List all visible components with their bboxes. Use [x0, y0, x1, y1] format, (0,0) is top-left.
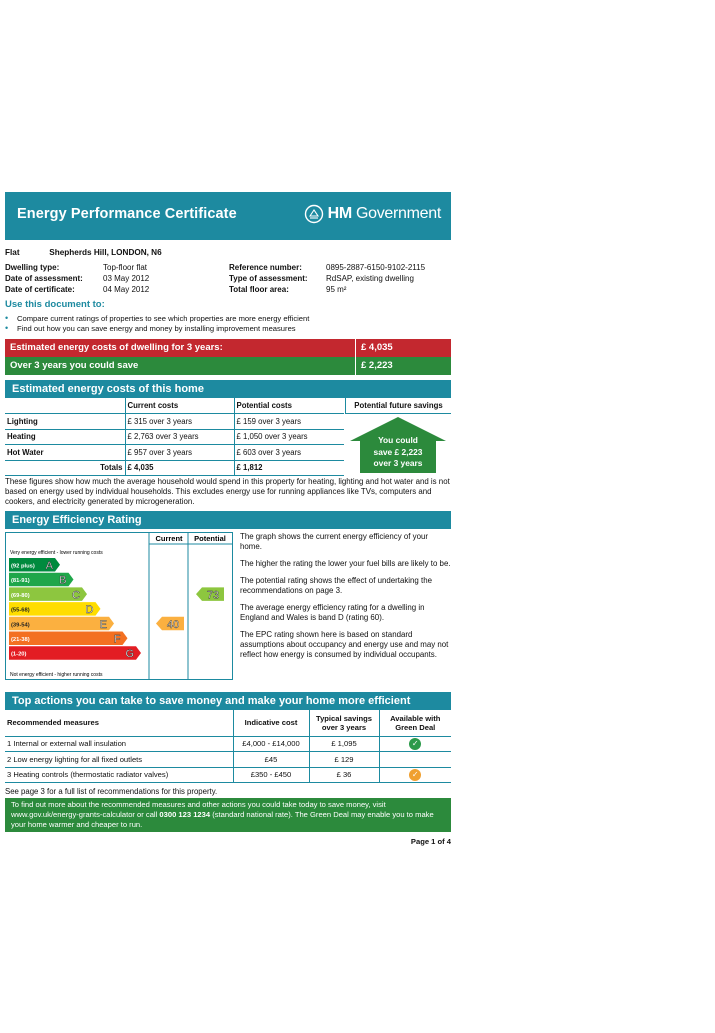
energy-costs-table — [5, 398, 344, 476]
rating-band-letter: D — [85, 604, 94, 617]
bottom-scale-label: Not energy efficient - higher running costs — [10, 672, 103, 678]
potential-rating-marker-value: 73 — [206, 589, 220, 602]
actions-section-title: Top actions you can take to save money and make your home more efficient — [5, 692, 451, 710]
floor-area-label: Total floor area: — [229, 285, 289, 294]
assessment-type-value: RdSAP, existing dwelling — [326, 274, 414, 283]
address — [5, 248, 162, 257]
see-page-note: See page 3 for a full list of recommendations for this property. — [5, 787, 218, 796]
list-item: • Find out how you can save energy and money by installing improvement measures — [5, 322, 296, 333]
rating-band-range: (55-68) — [11, 607, 30, 614]
future-savings-text: You could save £ 2,223 over 3 years — [373, 435, 423, 468]
floor-area-value: 95 m² — [326, 285, 347, 294]
certificate-details — [5, 263, 451, 296]
totals-row: Totals £ 4,035 £ 1,812 — [5, 460, 344, 476]
rating-band-letter: A — [45, 560, 53, 572]
rating-band-letter: F — [113, 633, 121, 646]
crest-icon — [304, 204, 324, 224]
certificate-page — [5, 192, 451, 846]
estimated-cost-value: £ 4,035 — [355, 339, 451, 357]
rating-band-range: (39-54) — [11, 622, 30, 629]
table-row: Hot Water £ 957 over 3 years £ 603 over 3 years — [5, 445, 344, 461]
bullet-icon: • — [5, 313, 9, 323]
green-deal-tick-icon: ✓ — [409, 769, 421, 781]
gov-suffix: Government — [355, 205, 441, 222]
current-column-header: Current — [155, 534, 183, 543]
assessment-date-label: Date of assessment: — [5, 274, 83, 283]
column-header: Potential costs — [234, 398, 344, 414]
current-rating-marker-value: 40 — [166, 618, 180, 631]
table-row: Lighting £ 315 over 3 years £ 159 over 3 years — [5, 414, 344, 430]
column-header: Current costs — [125, 398, 234, 414]
rating-band-letter: E — [99, 618, 107, 631]
costs-note: These figures show how much the average household would spend in this property for heating, lighting and hot water and is not based on energy used by individual households. This excludes energy use for running appliances like TVs, computers and cookers, and electricity generated by microgeneration. — [5, 477, 450, 506]
list-item: • Compare current ratings of properties to see which properties are more energy efficient — [5, 313, 310, 323]
bullet-icon: • — [5, 322, 9, 333]
table-row: 3 Heating controls (thermostatic radiator valves) £350 - £450 £ 36 ✓ — [5, 767, 451, 783]
rating-band-letter: B — [59, 574, 67, 587]
future-savings-header: Potential future savings — [345, 398, 451, 414]
costs-section-title: Estimated energy costs of this home — [5, 380, 451, 398]
column-header — [5, 398, 125, 414]
hm-government-logo — [304, 204, 441, 224]
estimated-cost-label: Estimated energy costs of dwelling for 3 years: — [10, 342, 223, 353]
table-row: 2 Low energy lighting for all fixed outlets £45 £ 129 — [5, 752, 451, 768]
rating-band-letter: C — [72, 589, 80, 602]
efficiency-section-title: Energy Efficiency Rating — [5, 511, 451, 529]
gov-prefix: HM — [327, 205, 352, 222]
estimated-cost-bar — [5, 339, 451, 357]
table-header-row — [5, 398, 344, 414]
potential-column-header: Potential — [194, 534, 226, 543]
property-type: Flat — [5, 248, 20, 257]
rating-band-letter: G — [125, 648, 134, 661]
certificate-date-value: 04 May 2012 — [103, 285, 150, 294]
rating-band-range: (69-80) — [11, 592, 30, 599]
certificate-date-label: Date of certificate: — [5, 285, 75, 294]
dwelling-type-label: Dwelling type: — [5, 263, 60, 272]
reference-value: 0895-2887-6150-9102-2115 — [326, 263, 426, 272]
rating-band-g — [9, 646, 141, 660]
page-number: Page 1 of 4 — [410, 837, 451, 846]
recommended-actions-table — [5, 710, 451, 783]
use-list — [5, 314, 309, 333]
table-row: 1 Internal or external wall insulation £4,000 - £14,000 £ 1,095 ✓ — [5, 736, 451, 752]
rating-band-range: (1-20) — [11, 651, 27, 658]
dwelling-type-value: Top-floor flat — [103, 263, 148, 272]
use-title: Use this document to: — [5, 299, 105, 310]
energy-rating-chart — [5, 532, 233, 680]
phone-number: 0300 123 1234 — [159, 810, 211, 819]
info-box: To find out more about the recommended measures and other actions you could take today to save money, visit www.gov.uk/energy-grants-calculator or call 0300 123 1234 (standard national rate). The Green Deal may enable you to make your home warmer and cheaper to run. — [5, 798, 451, 832]
address-line: Shepherds Hill, LONDON, N6 — [49, 248, 162, 257]
top-scale-label: Very energy efficient - lower running costs — [10, 550, 103, 556]
table-row: Heating £ 2,763 over 3 years £ 1,050 over 3 years — [5, 429, 344, 445]
efficiency-explanation: The graph shows the current energy efficiency of your home. The higher the rating the lower your fuel bills are likely to be. The potential rating shows the effect of undertaking the recommendations on page 3. The average energy efficiency rating for a dwelling in England and Wales is band D (rating 60). The EPC rating shown here is based on standard assumptions about occupancy and energy use and may not reflect how energy is consumed by individual occupants. — [240, 532, 451, 659]
savings-value: £ 2,223 — [355, 357, 451, 375]
reference-label: Reference number: — [229, 263, 302, 272]
certificate-header — [5, 192, 451, 240]
green-deal-tick-icon: ✓ — [409, 738, 421, 750]
assessment-type-label: Type of assessment: — [229, 274, 308, 283]
rating-band-range: (92 plus) — [11, 563, 35, 570]
rating-band-range: (21-38) — [11, 637, 30, 643]
certificate-title: Energy Performance Certificate — [17, 206, 237, 222]
assessment-date-value: 03 May 2012 — [103, 274, 150, 283]
rating-band-range: (81-91) — [11, 578, 30, 585]
table-header-row: Recommended measures Indicative cost Typical savings over 3 years Available with Green Deal — [5, 710, 451, 736]
savings-label: Over 3 years you could save — [10, 360, 139, 371]
savings-bar — [5, 357, 451, 375]
